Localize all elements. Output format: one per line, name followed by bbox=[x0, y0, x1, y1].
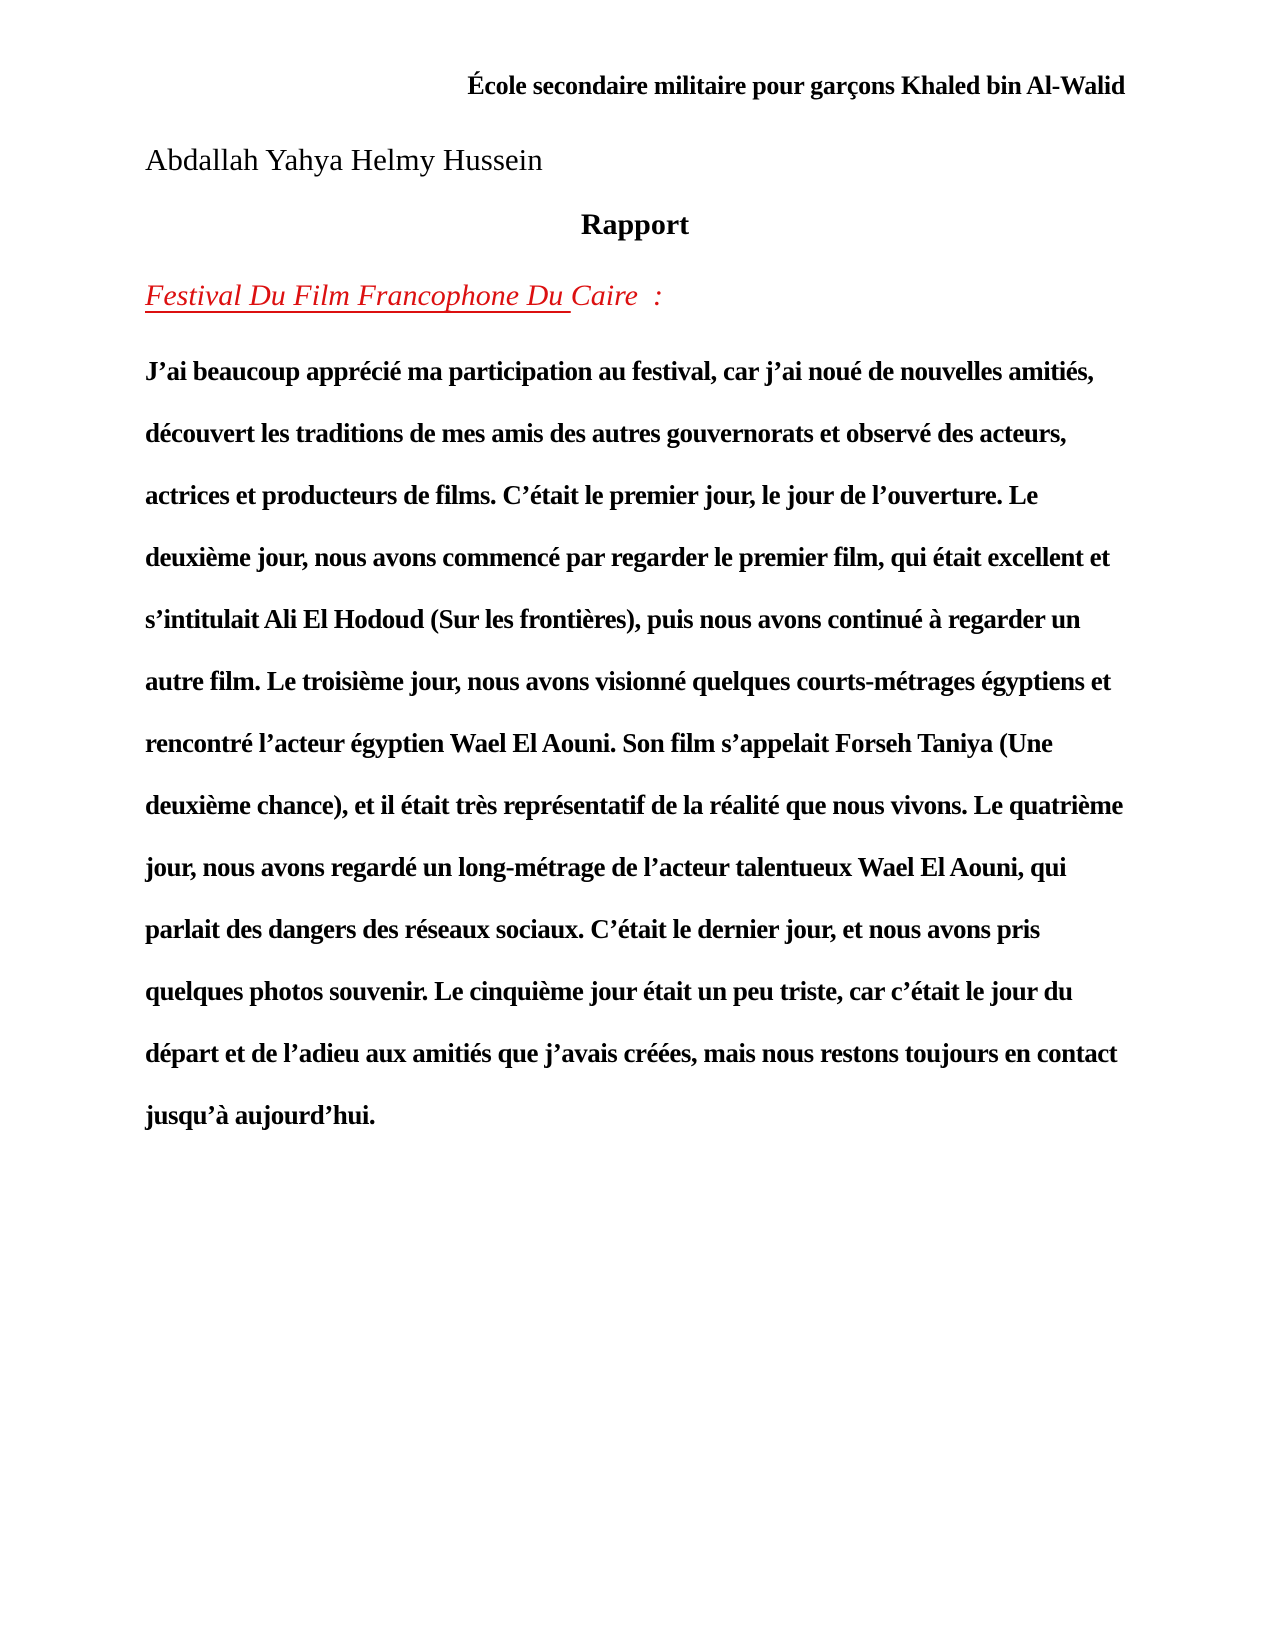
author-name: Abdallah Yahya Helmy Hussein bbox=[145, 142, 543, 177]
section-heading bbox=[145, 278, 1125, 314]
section-heading-rest-text: Caire : bbox=[570, 279, 663, 312]
page-header bbox=[145, 70, 1125, 102]
report-body-paragraph: J’ai beaucoup apprécié ma participation au festival, car j’ai noué de nouvelles amitiés, découvert les traditions de mes amis des autres gouvernorats et observé des acteurs, actrices et producteurs de films. C’était le premier jour, le jour de l’ouverture. Le deuxième jour, nous avons commencé par regarder le premier film, qui était excellent et s’intitulait Ali El Hodoud (Sur les frontières), puis nous avons continué à regarder un autre film. Le troisième jour, nous avons visionné quelques courts-métrages égyptiens et rencontré l’acteur égyptien Wael El Aouni. Son film s’appelait Forseh Taniya (Une deuxième chance), et il était très représentatif de la réalité que nous vivons. Le quatrième jour, nous avons regardé un long-métrage de l’acteur talentueux Wael El Aouni, qui parlait des dangers des réseaux sociaux. C’était le dernier jour, et nous avons pris quelques photos souvenir. Le cinquième jour était un peu triste, car c’était le jour du départ et de l’adieu aux amitiés que j’avais créées, mais nous restons toujours en contact jusqu’à aujourd’hui. bbox=[145, 356, 1123, 1130]
document-title: Rapport bbox=[580, 208, 690, 241]
school-name: École secondaire militaire pour garçons Khaled bin Al-Walid bbox=[467, 71, 1125, 100]
section-heading-underlined-text: Festival Du Film Francophone Du bbox=[145, 279, 571, 312]
